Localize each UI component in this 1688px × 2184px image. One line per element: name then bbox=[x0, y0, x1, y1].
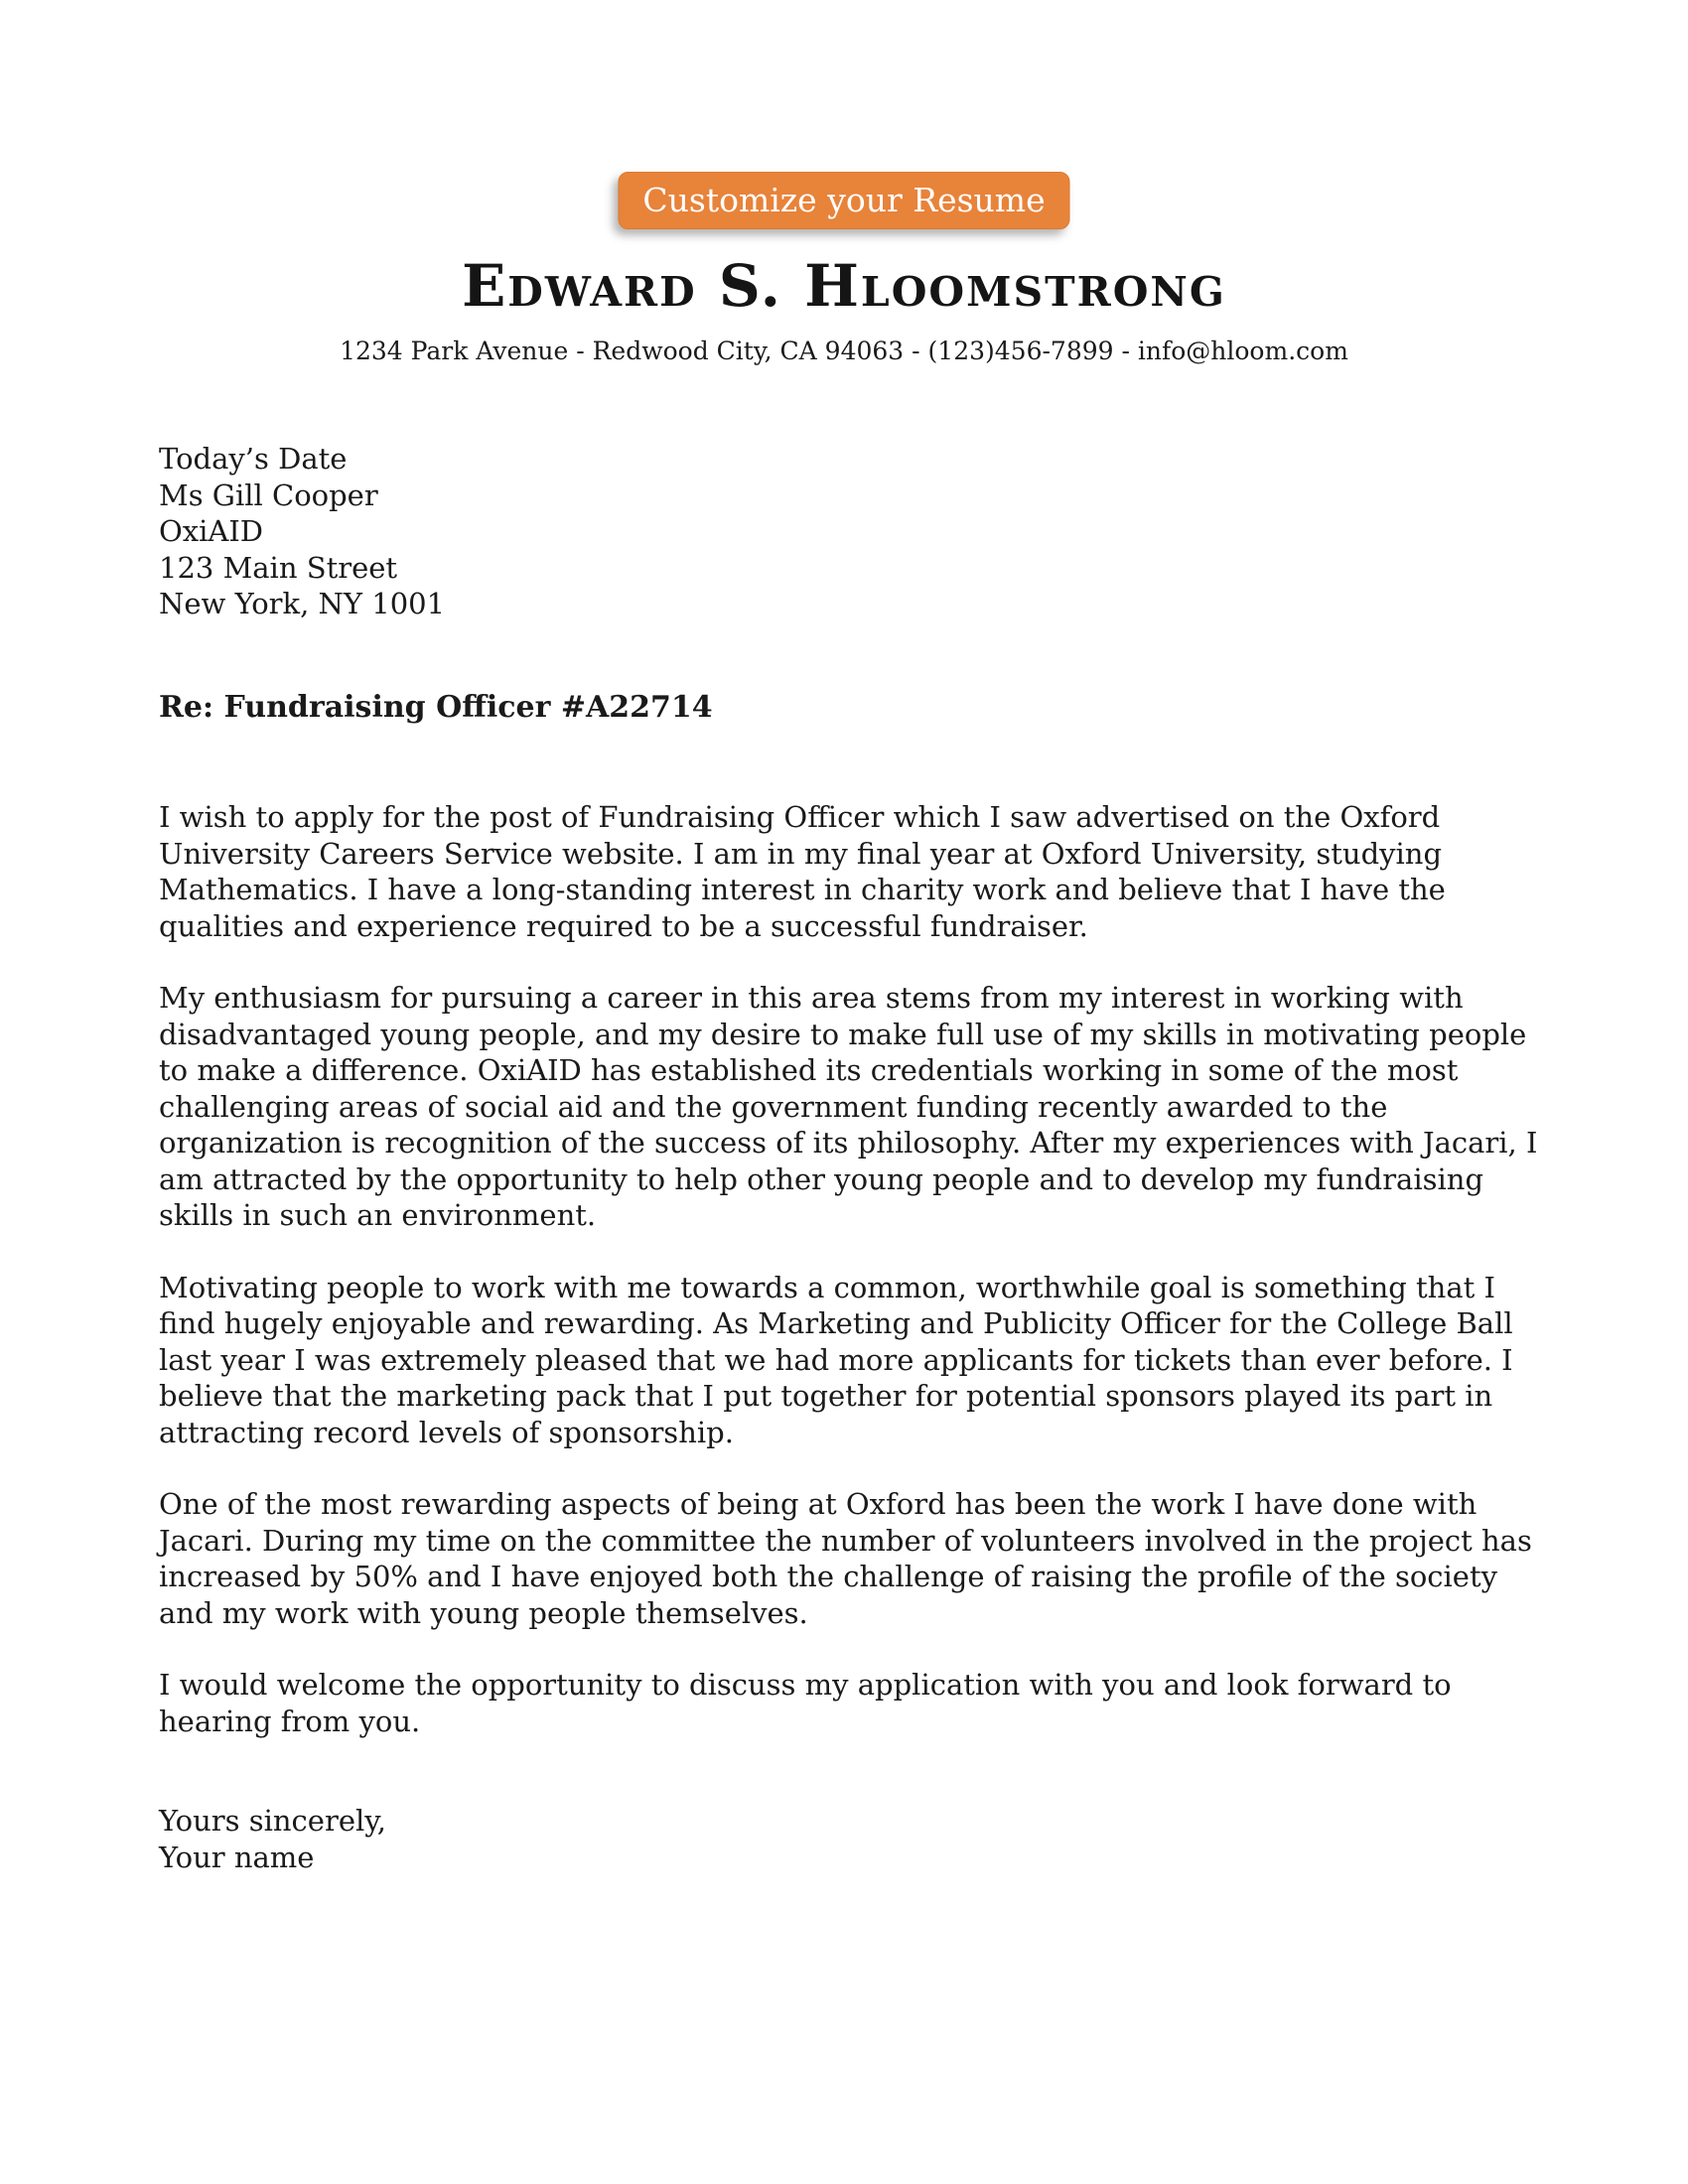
body-paragraph-3: Motivating people to work with me towards a common, worthwhile goal is something that I find hugely enjoyable and rewarding. As Marketing and Publicity Officer for the College Ball last year I was extremely pleased that we had more applicants for tickets than ever before. I believe that the marketing pack that I put together for potential sponsors played its part in attracting record levels of sponsorship. bbox=[159, 1270, 1513, 1449]
recipient-city: New York, NY 1001 bbox=[159, 587, 446, 620]
closing-block bbox=[159, 1803, 386, 1875]
date-line: Today’s Date bbox=[159, 442, 348, 476]
recipient-name: Ms Gill Cooper bbox=[159, 478, 378, 512]
letter-body bbox=[159, 799, 1539, 1775]
candidate-name: Edward S. Hloomstrong bbox=[462, 252, 1226, 320]
contact-info: 1234 Park Avenue - Redwood City, CA 94063 - (123)456-7899 - info@hloom.com bbox=[340, 337, 1348, 365]
subject-line: Re: Fundraising Officer #A22714 bbox=[159, 690, 713, 725]
signature-name: Your name bbox=[159, 1840, 315, 1874]
customize-resume-button[interactable]: Customize your Resume bbox=[619, 172, 1070, 229]
body-paragraph-1: I wish to apply for the post of Fundraising Officer which I saw advertised on the Oxford University Careers Service website. I am in my final year at Oxford University, studying Mathematics. I have a long-standing interest in charity work and believe that I have the qualities and experience required to be a successful fundraiser. bbox=[159, 800, 1446, 943]
body-paragraph-5: I would welcome the opportunity to discuss my application with you and look forward to hearing from you. bbox=[159, 1668, 1452, 1738]
body-paragraph-2: My enthusiasm for pursuing a career in this area stems from my interest in working with disadvantaged young people, and my desire to make full use of my skills in motivating people to make a difference. OxiAID has established its credentials working in some of the most challenging areas of social aid and the government funding recently awarded to the organization is recognition of the success of its philosophy. After my experiences with Jacari, I am attracted by the opportunity to help other young people and to develop my fundraising skills in such an environment. bbox=[159, 981, 1538, 1232]
body-paragraph-4: One of the most rewarding aspects of being at Oxford has been the work I have done with Jacari. During my time on the committee the number of volunteers involved in the project has increased by 50% and I have enjoyed both the challenge of raising the profile of the society and my work with young people themselves. bbox=[159, 1487, 1532, 1630]
recipient-street: 123 Main Street bbox=[159, 550, 398, 585]
closing-salutation: Yours sincerely, bbox=[159, 1804, 387, 1838]
recipient-block bbox=[159, 441, 445, 622]
recipient-company: OxiAID bbox=[159, 514, 264, 548]
